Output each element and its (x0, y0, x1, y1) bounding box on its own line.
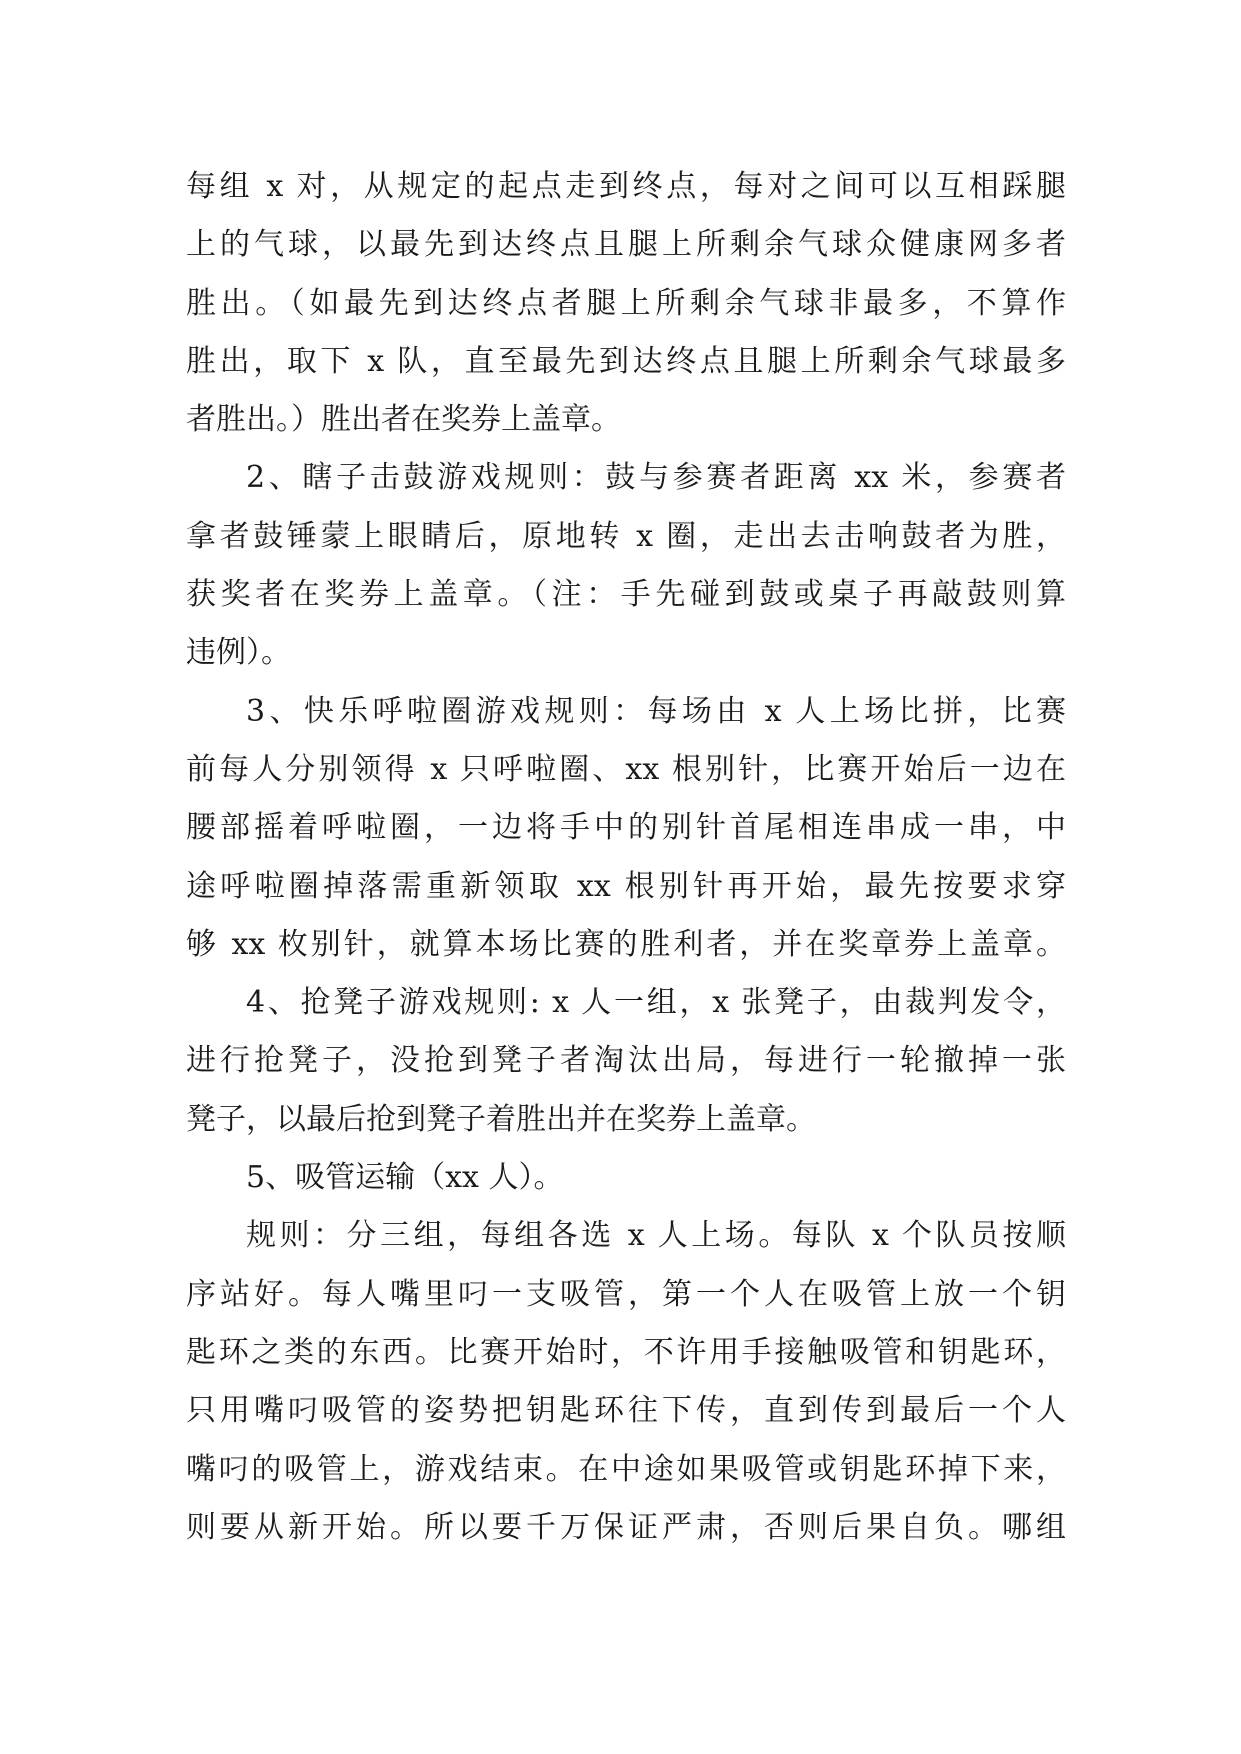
text-line: 3、快乐呼啦圈游戏规则：每场由 x 人上场比拼，比赛 (246, 693, 1066, 729)
text-line: 腰部摇着呼啦圈，一边将手中的别针首尾相连串成一串，中 (186, 810, 1066, 846)
text-line: 规则：分三组，每组各选 x 人上场。每队 x 个队员按顺 (246, 1218, 1066, 1254)
text-line: 只用嘴叼吸管的姿势把钥匙环往下传，直到传到最后一个人 (186, 1393, 1066, 1429)
paragraph-hula-hoop (186, 683, 1066, 974)
text-line: 进行抢凳子，没抢到凳子者淘汰出局，每进行一轮撤掉一张 (186, 1043, 1066, 1079)
text-line: 上的气球，以最先到达终点且腿上所剩余气球众健康网多者 (186, 227, 1066, 263)
paragraph-musical-chairs (186, 974, 1066, 1149)
text-line: 够 xx 枚别针，就算本场比赛的胜利者，并在奖章券上盖章。 (186, 926, 1066, 962)
text-line: 则要从新开始。所以要千万保证严肃，否则后果自负。哪组 (186, 1509, 1066, 1545)
text-line: 获奖者在奖券上盖章。（注：手先碰到鼓或桌子再敲鼓则算 (186, 577, 1066, 613)
text-line: 每组 x 对，从规定的起点走到终点，每对之间可以互相踩腿 (186, 169, 1066, 204)
text-line: 5、吸管运输（xx 人）。 (246, 1160, 564, 1196)
paragraph-balloon-stomp-continued (186, 158, 1066, 449)
text-line: 胜出，取下 x 队，直至最先到达终点且腿上所剩余气球最多 (186, 343, 1066, 379)
paragraph-blind-drum (186, 449, 1066, 682)
text-line: 匙环之类的东西。比赛开始时，不许用手接触吸管和钥匙环， (186, 1334, 1066, 1370)
text-line: 途呼啦圈掉落需重新领取 xx 根别针再开始，最先按要求穿 (186, 868, 1066, 904)
paragraph-straw-relay-heading (186, 1149, 1066, 1207)
document-body (186, 158, 1066, 1557)
text-line: 凳子，以最后抢到凳子着胜出并在奖券上盖章。 (186, 1101, 816, 1137)
text-line: 4、抢凳子游戏规则: x 人一组，x 张凳子，由裁判发令， (246, 985, 1066, 1021)
paragraph-straw-relay-rules (186, 1207, 1066, 1557)
text-line: 胜出。（如最先到达终点者腿上所剩余气球非最多，不算作 (186, 285, 1066, 321)
text-line: 违例）。 (186, 635, 291, 671)
text-line: 序站好。每人嘴里叼一支吸管，第一个人在吸管上放一个钥 (186, 1276, 1066, 1312)
text-line: 2、瞎子击鼓游戏规则：鼓与参赛者距离 xx 米，参赛者 (246, 460, 1066, 496)
text-line: 者胜出。）胜出者在奖券上盖章。 (186, 402, 621, 438)
text-line: 嘴叼的吸管上，游戏结束。在中途如果吸管或钥匙环掉下来， (186, 1451, 1066, 1487)
text-line: 拿者鼓锤蒙上眼睛后，原地转 x 圈，走出去击响鼓者为胜， (186, 518, 1066, 554)
text-line: 前每人分别领得 x 只呼啦圈、xx 根别针，比赛开始后一边在 (186, 751, 1066, 787)
